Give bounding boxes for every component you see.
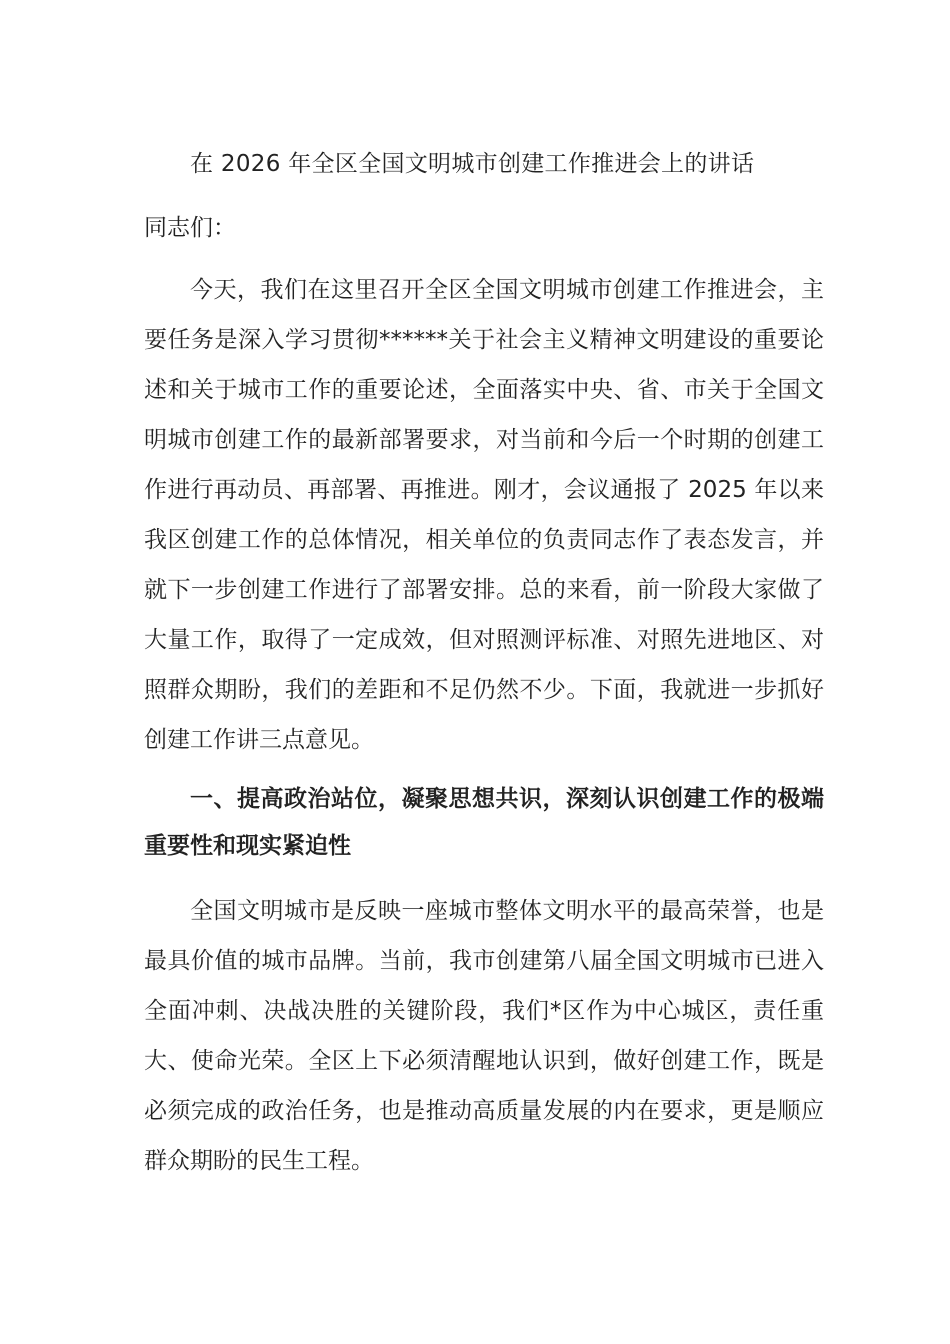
document-title: 在 2026 年全区全国文明城市创建工作推进会上的讲话 [190, 151, 755, 177]
paragraph-intro: 今天，我们在这里召开全区全国文明城市创建工作推进会，主要任务是深入学习贯彻******关于社会主义精神文明建设的重要论述和关于城市工作的重要论述，全面落实中央、省、市关于全国文明城市创建工作的最新部署要求，对当前和今后一个时期的创建工作进行再动员、再部署、再推进。刚才，会议通报了 2025 年以来我区创建工作的总体情况，相关单位的负责同志作了表态发言，并就下一步创建工作进行了部署安排。总的来看，前一阶段大家做了大量工作，取得了一定成效，但对照测评标准、对照先进地区、对照群众期盼，我们的差距和不足仍然不少。下面，我就进一步抓好创建工作讲三点意见。 [144, 277, 824, 753]
paragraph-section-1: 全国文明城市是反映一座城市整体文明水平的最高荣誉，也是最具价值的城市品牌。当前，我市创建第八届全国文明城市已进入全面冲刺、决战决胜的关键阶段，我们*区作为中心城区，责任重大、使命光荣。全区上下必须清醒地认识到，做好创建工作，既是必须完成的政治任务，也是推动高质量发展的内在要求，更是顺应群众期盼的民生工程。 [144, 898, 824, 1174]
salutation: 同志们： [144, 215, 236, 241]
section-heading-1: 一、提高政治站位，凝聚思想共识，深刻认识创建工作的极端重要性和现实紧迫性 [144, 786, 824, 859]
